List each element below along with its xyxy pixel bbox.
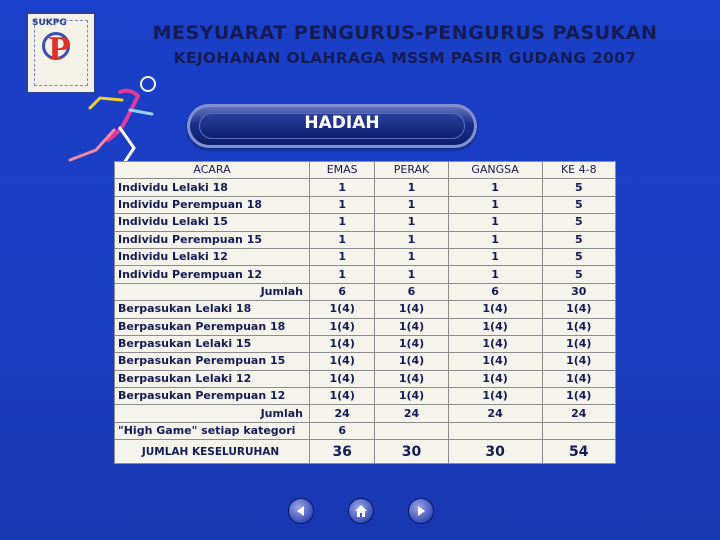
cell-gangsa: 1(4) — [448, 335, 542, 352]
cell-gangsa: 1 — [448, 248, 542, 265]
cell-gangsa: 1(4) — [448, 370, 542, 387]
runner-icon — [60, 70, 180, 170]
cell-ke48: 5 — [542, 231, 615, 248]
cell-ke48: 1(4) — [542, 388, 615, 405]
cell-ke48: 24 — [542, 405, 615, 422]
cell-acara: Jumlah — [115, 283, 310, 300]
header-ke48: KE 4-8 — [542, 162, 615, 179]
table-row — [115, 231, 616, 248]
cell-perak: 1 — [375, 231, 448, 248]
header-gangsa: GANGSA — [448, 162, 542, 179]
cell-ke48: 1(4) — [542, 318, 615, 335]
cell-gangsa: 1(4) — [448, 318, 542, 335]
cell-ke48: 5 — [542, 214, 615, 231]
header-emas: EMAS — [310, 162, 375, 179]
cell-ke48: 30 — [542, 283, 615, 300]
table-header-row — [115, 162, 616, 179]
cell-gangsa: 1(4) — [448, 353, 542, 370]
logo-letter: P — [48, 32, 71, 67]
cell-emas: 36 — [310, 440, 375, 464]
cell-acara: Individu Perempuan 18 — [115, 196, 310, 213]
cell-gangsa: 24 — [448, 405, 542, 422]
cell-perak: 30 — [375, 440, 448, 464]
cell-perak: 1 — [375, 214, 448, 231]
cell-perak: 1(4) — [375, 388, 448, 405]
cell-acara: "High Game" setiap kategori — [115, 422, 310, 439]
section-title: HADIAH — [304, 113, 380, 133]
cell-emas: 1 — [310, 266, 375, 283]
cell-acara: Berpasukan Perempuan 18 — [115, 318, 310, 335]
previous-button[interactable] — [288, 498, 314, 524]
cell-ke48: 5 — [542, 179, 615, 196]
total-row — [115, 405, 616, 422]
cell-gangsa: 1 — [448, 196, 542, 213]
cell-perak: 1(4) — [375, 301, 448, 318]
cell-emas: 1(4) — [310, 388, 375, 405]
cell-emas: 1 — [310, 179, 375, 196]
cell-gangsa — [448, 422, 542, 439]
cell-perak: 1 — [375, 196, 448, 213]
cell-ke48: 1(4) — [542, 335, 615, 352]
cell-acara: Berpasukan Lelaki 12 — [115, 370, 310, 387]
table-row — [115, 179, 616, 196]
cell-emas: 1 — [310, 248, 375, 265]
grand-total-row — [115, 440, 616, 464]
cell-emas: 1(4) — [310, 353, 375, 370]
cell-emas: 6 — [310, 422, 375, 439]
total-row — [115, 283, 616, 300]
cell-acara: Jumlah — [115, 405, 310, 422]
cell-perak: 1 — [375, 179, 448, 196]
cell-emas: 24 — [310, 405, 375, 422]
cell-emas: 1(4) — [310, 370, 375, 387]
cell-perak: 1 — [375, 248, 448, 265]
cell-emas: 1 — [310, 231, 375, 248]
cell-ke48: 1(4) — [542, 301, 615, 318]
cell-perak: 1(4) — [375, 318, 448, 335]
cell-gangsa: 30 — [448, 440, 542, 464]
cell-acara: Individu Lelaki 18 — [115, 179, 310, 196]
table-row — [115, 248, 616, 265]
previous-icon — [294, 504, 308, 518]
table-row — [115, 214, 616, 231]
cell-acara: Berpasukan Perempuan 15 — [115, 353, 310, 370]
table-row — [115, 388, 616, 405]
cell-acara: JUMLAH KESELURUHAN — [115, 440, 310, 464]
cell-ke48: 5 — [542, 266, 615, 283]
cell-emas: 1 — [310, 196, 375, 213]
cell-perak: 6 — [375, 283, 448, 300]
cell-ke48: 54 — [542, 440, 615, 464]
cell-ke48: 5 — [542, 196, 615, 213]
cell-acara: Berpasukan Lelaki 18 — [115, 301, 310, 318]
cell-perak: 1(4) — [375, 353, 448, 370]
cell-acara: Berpasukan Perempuan 12 — [115, 388, 310, 405]
cell-gangsa: 1 — [448, 214, 542, 231]
table-row — [115, 422, 616, 439]
cell-ke48: 1(4) — [542, 353, 615, 370]
cell-perak — [375, 422, 448, 439]
cell-gangsa: 6 — [448, 283, 542, 300]
cell-perak: 1(4) — [375, 370, 448, 387]
cell-emas: 1(4) — [310, 318, 375, 335]
cell-emas: 6 — [310, 283, 375, 300]
cell-perak: 1(4) — [375, 335, 448, 352]
cell-emas: 1(4) — [310, 301, 375, 318]
cell-emas: 1(4) — [310, 335, 375, 352]
page-subtitle: KEJOHANAN OLAHRAGA MSSM PASIR GUDANG 2007 — [173, 49, 637, 67]
cell-acara: Individu Lelaki 15 — [115, 214, 310, 231]
cell-acara: Individu Perempuan 15 — [115, 231, 310, 248]
cell-gangsa: 1 — [448, 266, 542, 283]
cell-acara: Berpasukan Lelaki 15 — [115, 335, 310, 352]
table-row — [115, 196, 616, 213]
table-row — [115, 318, 616, 335]
cell-perak: 1 — [375, 266, 448, 283]
table-row — [115, 266, 616, 283]
cell-acara: Individu Perempuan 12 — [115, 266, 310, 283]
home-button[interactable] — [348, 498, 374, 524]
cell-gangsa: 1(4) — [448, 301, 542, 318]
prize-table — [114, 161, 616, 464]
cell-ke48: 1(4) — [542, 370, 615, 387]
table-row — [115, 370, 616, 387]
logo-text: SUKPG — [32, 18, 67, 28]
cell-gangsa: 1(4) — [448, 388, 542, 405]
header-acara: ACARA — [115, 162, 310, 179]
table-row — [115, 335, 616, 352]
cell-emas: 1 — [310, 214, 375, 231]
cell-ke48: 5 — [542, 248, 615, 265]
cell-perak: 24 — [375, 405, 448, 422]
page-title: MESYUARAT PENGURUS-PENGURUS PASUKAN — [152, 22, 658, 44]
cell-ke48 — [542, 422, 615, 439]
table-row — [115, 353, 616, 370]
cell-gangsa: 1 — [448, 179, 542, 196]
table-row — [115, 301, 616, 318]
home-icon — [354, 504, 368, 518]
header-perak: PERAK — [375, 162, 448, 179]
cell-gangsa: 1 — [448, 231, 542, 248]
next-icon — [414, 504, 428, 518]
cell-acara: Individu Lelaki 12 — [115, 248, 310, 265]
next-button[interactable] — [408, 498, 434, 524]
